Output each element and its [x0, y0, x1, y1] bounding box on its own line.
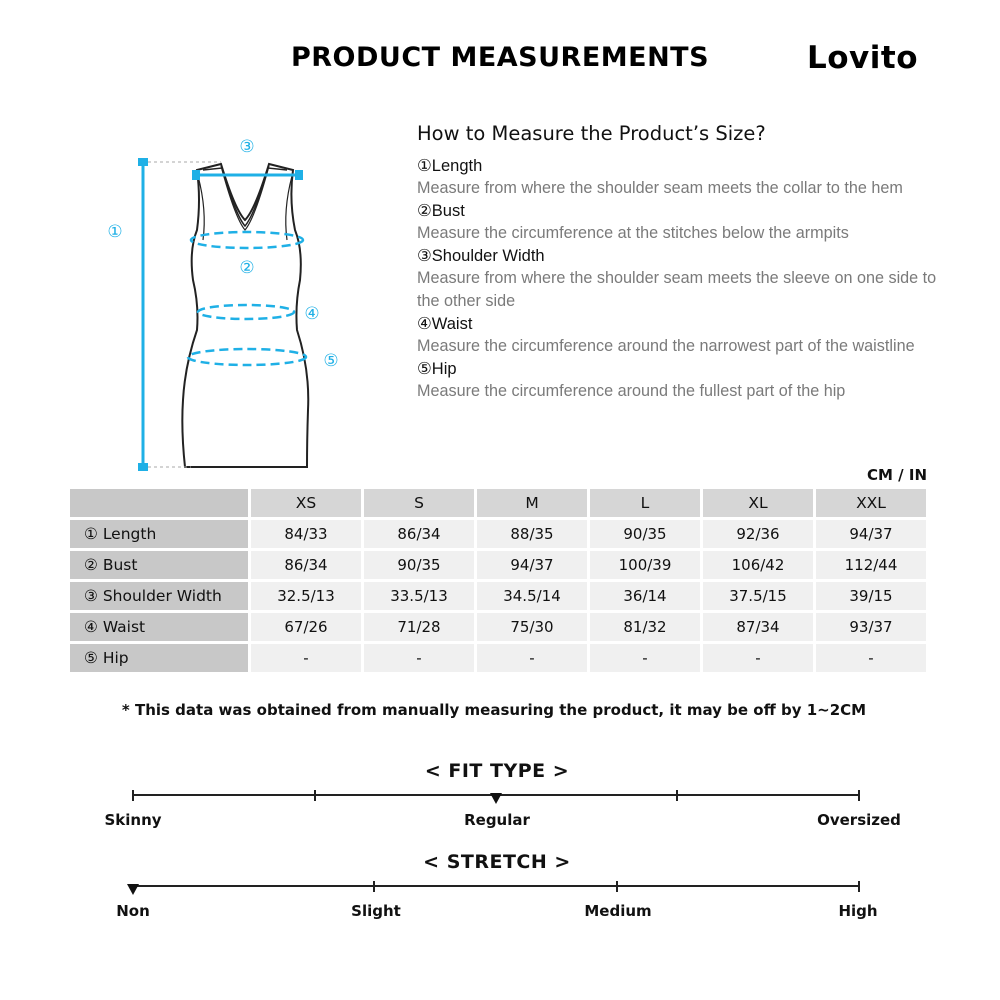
size-header: XL [703, 489, 813, 517]
stretch-marker [127, 884, 139, 895]
table-cell: 67/26 [251, 613, 361, 641]
table-cell: 36/14 [590, 582, 700, 610]
table-row [70, 613, 926, 641]
table-cell: 33.5/13 [364, 582, 474, 610]
row-label: ① Length [70, 520, 248, 548]
size-table [67, 486, 929, 675]
table-cell: 71/28 [364, 613, 474, 641]
table-cell: - [477, 644, 587, 672]
howto-desc: Measure from where the shoulder seam meets the sleeve on one side to the other side [417, 269, 937, 310]
table-cell: 93/37 [816, 613, 926, 641]
size-header: M [477, 489, 587, 517]
row-label: ⑤ Hip [70, 644, 248, 672]
howto-item-shoulder-width [417, 245, 937, 313]
table-header-row [70, 489, 926, 517]
stretch-label-non: Non [116, 902, 150, 920]
fit-label-skinny: Skinny [104, 811, 162, 829]
row-label: ④ Waist [70, 613, 248, 641]
marker-waist: ④ [304, 304, 320, 324]
table-cell: 34.5/14 [477, 582, 587, 610]
size-header: XS [251, 489, 361, 517]
table-cell: - [816, 644, 926, 672]
table-cell: 32.5/13 [251, 582, 361, 610]
howto-desc: Measure the circumference around the narrowest part of the waistline [417, 337, 915, 355]
howto-term: ②Bust [417, 202, 465, 220]
table-cell: - [251, 644, 361, 672]
brand-logo: Lovito [806, 40, 918, 76]
howto-term: ⑤Hip [417, 360, 457, 378]
howto-term: ③Shoulder Width [417, 247, 545, 265]
table-cell: 88/35 [477, 520, 587, 548]
page-title: PRODUCT MEASUREMENTS [290, 42, 710, 73]
table-cell: 86/34 [251, 551, 361, 579]
stretch-label-high: High [838, 902, 878, 920]
table-cell: - [590, 644, 700, 672]
table-corner [70, 489, 248, 517]
stretch-title: < STRETCH > [423, 851, 571, 873]
table-cell: 39/15 [816, 582, 926, 610]
table-cell: - [364, 644, 474, 672]
fit-label-regular: Regular [464, 811, 530, 829]
table-cell: 100/39 [590, 551, 700, 579]
table-cell: - [703, 644, 813, 672]
marker-shoulder: ③ [239, 137, 255, 157]
fit-type-scale [0, 785, 1000, 810]
stretch-label-slight: Slight [351, 902, 401, 920]
table-cell: 90/35 [590, 520, 700, 548]
stretch-label-medium: Medium [584, 902, 652, 920]
row-label: ② Bust [70, 551, 248, 579]
stretch-scale [0, 876, 1000, 901]
marker-hip: ⑤ [323, 351, 339, 371]
fit-type-marker [490, 793, 502, 804]
how-to-measure-title: How to Measure the Product’s Size? [417, 122, 766, 145]
size-header: S [364, 489, 474, 517]
measurement-note: * This data was obtained from manually measuring the product, it may be off by 1~2CM [121, 701, 867, 719]
table-cell: 92/36 [703, 520, 813, 548]
howto-item-bust [417, 200, 937, 245]
howto-term: ①Length [417, 157, 483, 175]
table-row [70, 644, 926, 672]
table-row [70, 582, 926, 610]
howto-desc: Measure from where the shoulder seam meets the collar to the hem [417, 179, 903, 197]
table-cell: 94/37 [477, 551, 587, 579]
table-row [70, 551, 926, 579]
howto-desc: Measure the circumference around the fullest part of the hip [417, 382, 846, 400]
table-cell: 86/34 [364, 520, 474, 548]
howto-item-length [417, 155, 937, 200]
size-header: XXL [816, 489, 926, 517]
table-cell: 37.5/15 [703, 582, 813, 610]
table-cell: 94/37 [816, 520, 926, 548]
table-cell: 81/32 [590, 613, 700, 641]
how-to-measure-section [417, 122, 937, 403]
howto-item-waist [417, 313, 937, 358]
table-cell: 84/33 [251, 520, 361, 548]
table-cell: 90/35 [364, 551, 474, 579]
marker-bust: ② [239, 258, 255, 278]
unit-label: CM / IN [867, 466, 927, 484]
row-label: ③ Shoulder Width [70, 582, 248, 610]
howto-item-hip [417, 358, 937, 403]
fit-label-oversized: Oversized [817, 811, 901, 829]
table-row [70, 520, 926, 548]
table-cell: 112/44 [816, 551, 926, 579]
size-header: L [590, 489, 700, 517]
howto-desc: Measure the circumference at the stitches below the armpits [417, 224, 849, 242]
howto-term: ④Waist [417, 315, 473, 333]
table-cell: 75/30 [477, 613, 587, 641]
fit-type-title: < FIT TYPE > [424, 760, 570, 782]
garment-diagram [95, 130, 355, 480]
marker-length: ① [107, 222, 123, 242]
table-cell: 106/42 [703, 551, 813, 579]
table-cell: 87/34 [703, 613, 813, 641]
